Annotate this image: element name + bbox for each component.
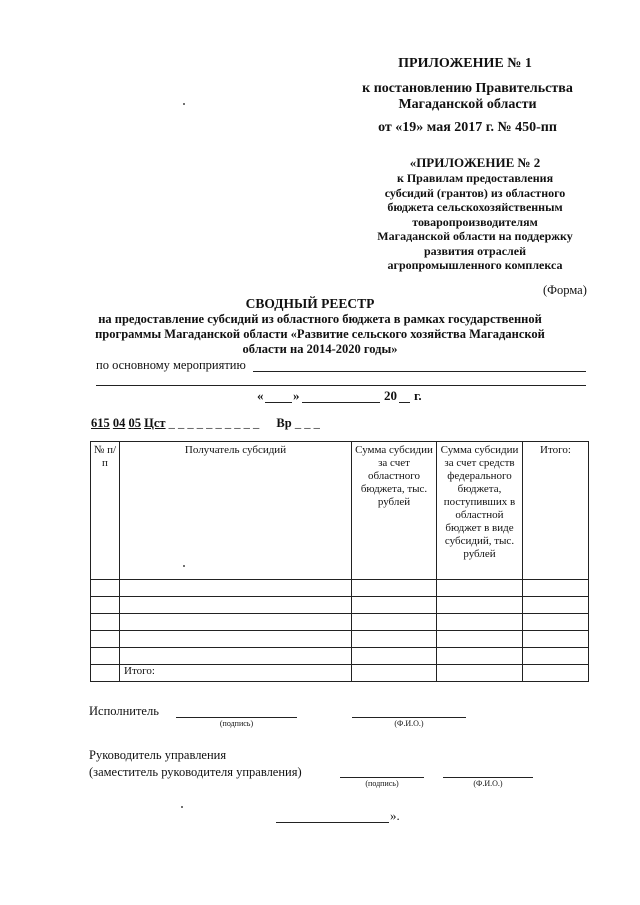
table-cell[interactable] <box>437 597 523 614</box>
table-row <box>91 648 589 665</box>
code-vr-blank[interactable]: _ _ _ <box>294 416 320 430</box>
appendix-title: ПРИЛОЖЕНИЕ № 1 <box>398 56 532 71</box>
col-recipient-header: Получатель субсидий <box>120 442 352 580</box>
head-name-line[interactable] <box>443 777 533 778</box>
subtitle-line: на предоставление субсидий из областного бюджета в рамках государственной <box>98 312 542 326</box>
table-cell[interactable] <box>437 614 523 631</box>
executor-name-line[interactable] <box>352 717 466 718</box>
table-header-row <box>91 442 589 580</box>
col-regional-sum-header: Сумма субсидии за счет областного бюджета, тыс. рублей <box>352 442 437 580</box>
register-table <box>90 441 589 682</box>
code-2: 04 <box>112 416 126 430</box>
date-day-blank[interactable] <box>265 402 292 403</box>
subtitle-line: области на 2014-2020 годы» <box>242 342 398 356</box>
table-cell[interactable] <box>352 631 437 648</box>
closing-quote: ». <box>390 808 400 823</box>
budget-codes <box>91 416 320 431</box>
scan-speck <box>183 565 185 567</box>
appendix2-line: товаропроизводителям <box>412 214 538 229</box>
scan-speck <box>183 103 185 105</box>
scan-speck <box>181 806 183 808</box>
code-4: Цст <box>144 416 166 430</box>
date-month-blank[interactable] <box>302 402 380 403</box>
closing-line[interactable] <box>276 822 389 823</box>
appendix2-line: субсидий (грантов) из областного <box>384 185 566 200</box>
table-cell[interactable] <box>437 580 523 597</box>
col-federal-sum-header: Сумма субсидии за счет средств федерального бюджета, поступивших в областной бюджет в виде субсидий, тыс. рублей <box>437 442 523 580</box>
executor-name-hint: (Ф.И.О.) <box>394 719 424 728</box>
appendix2-body <box>355 171 595 273</box>
head-label: Руководитель управления <box>89 748 227 762</box>
table-cell <box>91 665 120 682</box>
head-signature-hint: (подпись) <box>365 779 399 788</box>
appendix2-line: развития отраслей <box>423 243 527 258</box>
code-4-blank[interactable]: _ _ _ _ _ _ _ _ _ _ <box>168 416 260 430</box>
table-cell[interactable] <box>352 648 437 665</box>
appendix-line: Магаданской области <box>398 97 537 112</box>
table-cell[interactable] <box>523 614 589 631</box>
table-cell[interactable] <box>523 665 589 682</box>
subtitle-line: программы Магаданской области «Развитие сельского хозяйства Магаданской <box>95 327 545 341</box>
total-label: Итого: <box>120 665 352 682</box>
table-cell[interactable] <box>91 614 120 631</box>
executor-signature-line[interactable] <box>176 717 297 718</box>
form-label: (Форма) <box>543 283 587 297</box>
appendix2-line: агропромышленного комплекса <box>387 258 563 272</box>
table-cell[interactable] <box>523 597 589 614</box>
col-total-header: Итого: <box>523 442 589 580</box>
code-1: 615 <box>91 416 110 430</box>
appendix2-title: «ПРИЛОЖЕНИЕ № 2 <box>409 155 541 170</box>
measure-input-line-2[interactable] <box>96 385 586 386</box>
table-cell[interactable] <box>523 648 589 665</box>
table-cell[interactable] <box>91 648 120 665</box>
table-cell[interactable] <box>352 665 437 682</box>
measure-input-line[interactable] <box>253 371 586 372</box>
table-total-row <box>91 665 589 682</box>
table-row <box>91 614 589 631</box>
appendix2-line: бюджета сельскохозяйственным <box>387 200 563 214</box>
table-cell[interactable] <box>120 580 352 597</box>
table-cell[interactable] <box>91 631 120 648</box>
code-3: 05 <box>128 416 141 430</box>
date-close-quote: » <box>293 388 300 403</box>
col-number-header: № п/п <box>91 442 120 580</box>
appendix2-line: Магаданской области на поддержку <box>377 229 573 243</box>
table-cell[interactable] <box>437 648 523 665</box>
date-year-suffix: г. <box>414 388 422 403</box>
appendix-date: от «19» мая 2017 г. № 450-пп <box>378 120 557 135</box>
date-year-blank[interactable] <box>399 402 410 403</box>
date-open-quote: « <box>257 388 264 403</box>
head-name-hint: (Ф.И.О.) <box>473 779 503 788</box>
table-cell[interactable] <box>437 665 523 682</box>
table-cell[interactable] <box>120 648 352 665</box>
table-cell[interactable] <box>91 597 120 614</box>
executor-label: Исполнитель <box>89 704 159 718</box>
table-cell[interactable] <box>352 597 437 614</box>
table-row <box>91 580 589 597</box>
table-cell[interactable] <box>437 631 523 648</box>
table-row <box>91 631 589 648</box>
register-title: СВОДНЫЙ РЕЕСТР <box>245 296 375 311</box>
table-cell[interactable] <box>91 580 120 597</box>
head-signature-line[interactable] <box>340 777 424 778</box>
appendix2-line: к Правилам предоставления <box>396 171 554 185</box>
table-cell[interactable] <box>120 631 352 648</box>
table-cell[interactable] <box>523 580 589 597</box>
table-cell[interactable] <box>352 614 437 631</box>
table-cell[interactable] <box>523 631 589 648</box>
executor-signature-hint: (подпись) <box>219 719 254 728</box>
code-vr: Вр <box>276 416 292 430</box>
register-subtitle <box>80 312 560 357</box>
appendix-line: к постановлению Правительства <box>362 81 573 96</box>
measure-label: по основному мероприятию <box>96 358 246 372</box>
table-row <box>91 597 589 614</box>
table-cell[interactable] <box>120 597 352 614</box>
table-cell[interactable] <box>120 614 352 631</box>
date-year-prefix: 20 <box>384 388 397 403</box>
head-deputy-label: (заместитель руководителя управления) <box>89 765 302 779</box>
table-cell[interactable] <box>352 580 437 597</box>
